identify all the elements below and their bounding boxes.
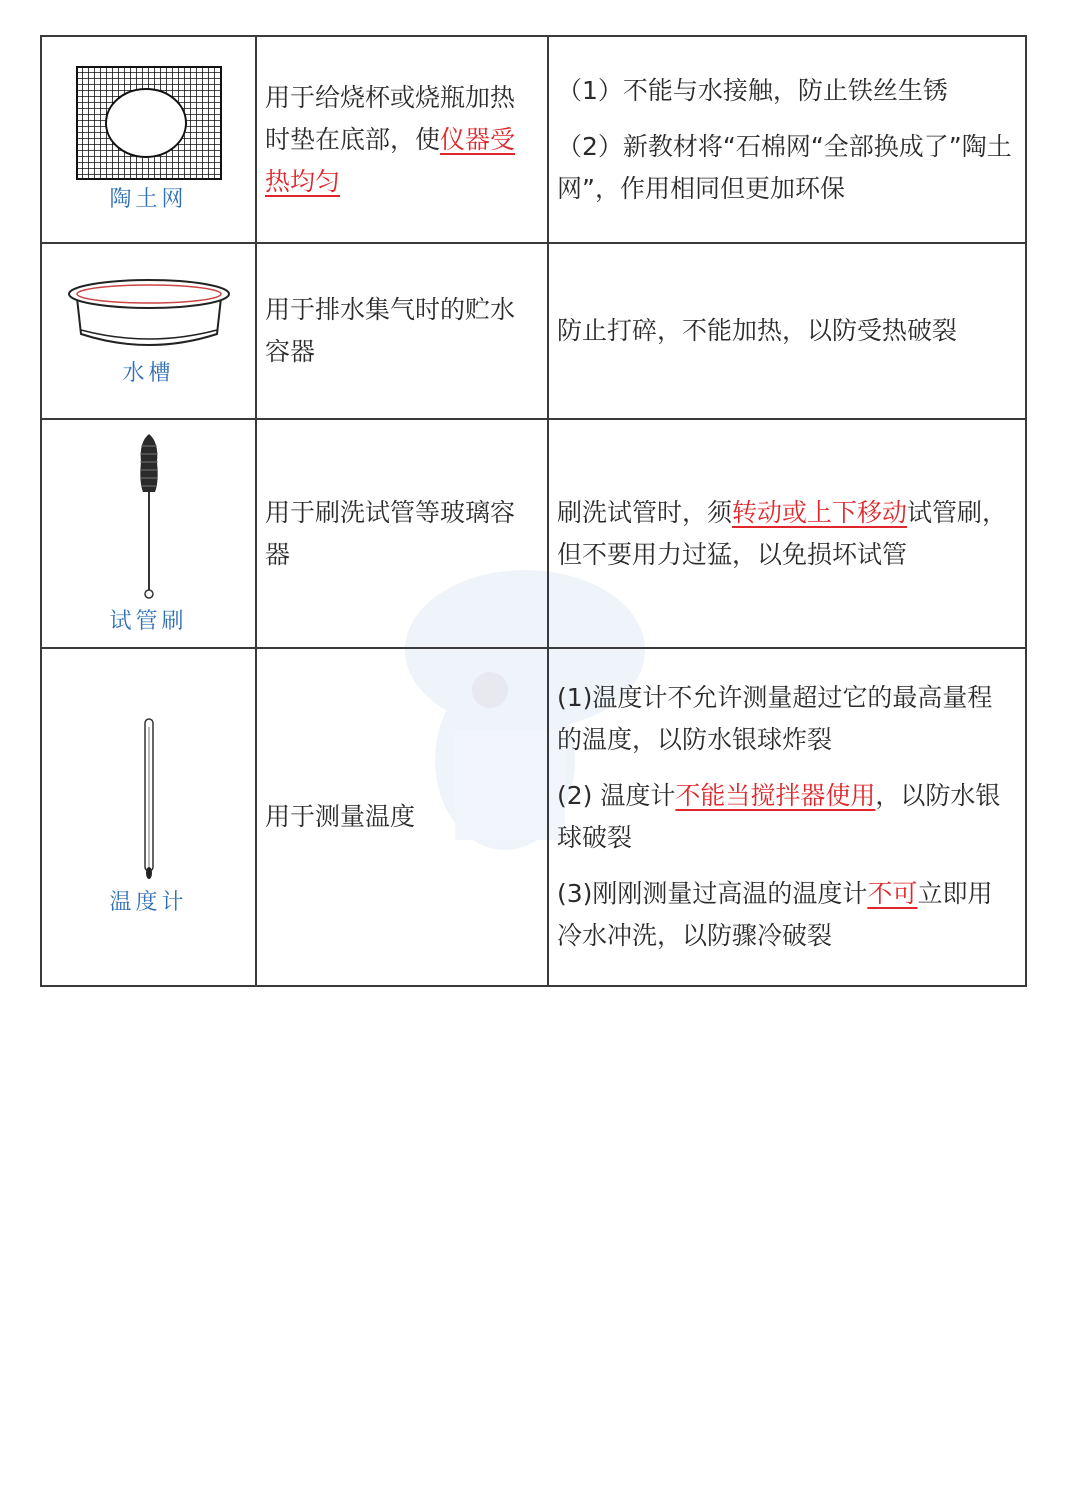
note-text: 试管刷，但不要用力过猛，以免损坏试管 xyxy=(557,497,1008,569)
note-text: 立即用冷水冲洗，以防骤冷破裂 xyxy=(557,879,993,950)
usage-text: 用于测量温度 xyxy=(265,802,416,831)
instrument-image-cell xyxy=(41,243,256,419)
instrument-name: 陶土网 xyxy=(109,186,188,212)
note-item xyxy=(557,775,1017,859)
instrument-image-cell xyxy=(41,419,256,648)
usage-text: 用于排水集气时的贮水容器 xyxy=(265,295,516,366)
note-highlight: 不可 xyxy=(867,879,918,908)
note-item: （1）不能与水接触，防止铁丝生锈 xyxy=(557,75,948,105)
notes-cell xyxy=(548,36,1026,243)
note-item: 防止打碎，不能加热，以防受热破裂 xyxy=(557,316,958,345)
note-text: ，以防水银球破裂 xyxy=(557,781,1001,852)
usage-text: 用于刷洗试管等玻璃容器 xyxy=(265,497,516,569)
notes-cell xyxy=(548,648,1026,986)
note-text: (2) 温度计 xyxy=(557,781,676,810)
table-row xyxy=(41,243,1026,419)
notes-cell xyxy=(548,243,1026,419)
table-row xyxy=(41,36,1026,243)
note-highlight: 不能当搅拌器使用 xyxy=(675,781,876,810)
instrument-image-cell xyxy=(41,36,256,243)
note-text: (3)刚刚测量过高温的温度计 xyxy=(557,879,868,908)
test-tube-brush-icon xyxy=(129,432,169,602)
note-highlight: 转动或上下移动 xyxy=(732,497,908,527)
note-item: （2）新教材将“石棉网“全部换成了”陶土网”，作用相同但更加环保 xyxy=(557,131,1012,203)
note-text: 刷洗试管时，须 xyxy=(557,497,733,527)
chemistry-instrument-table xyxy=(40,35,1027,987)
table-row xyxy=(41,419,1026,648)
water-trough-icon xyxy=(67,274,231,354)
usage-cell xyxy=(256,243,548,419)
usage-highlight: 仪器受热均匀 xyxy=(265,124,516,196)
thermometer-icon xyxy=(139,717,159,881)
instrument-image-cell xyxy=(41,648,256,986)
usage-text: 用于给烧杯或烧瓶加热时垫在底部，使 xyxy=(265,82,516,154)
instrument-name: 水槽 xyxy=(122,361,175,386)
ceramic-mesh-icon xyxy=(76,66,222,180)
notes-cell xyxy=(548,419,1026,648)
table-row xyxy=(41,648,1026,986)
instrument-name: 试管刷 xyxy=(109,608,188,634)
usage-cell xyxy=(256,648,548,986)
note-item xyxy=(557,873,1017,957)
usage-cell xyxy=(256,36,548,243)
instrument-name: 温度计 xyxy=(109,890,188,915)
note-item: (1)温度计不允许测量超过它的最高量程的温度，以防水银球炸裂 xyxy=(557,683,993,754)
usage-cell xyxy=(256,419,548,648)
